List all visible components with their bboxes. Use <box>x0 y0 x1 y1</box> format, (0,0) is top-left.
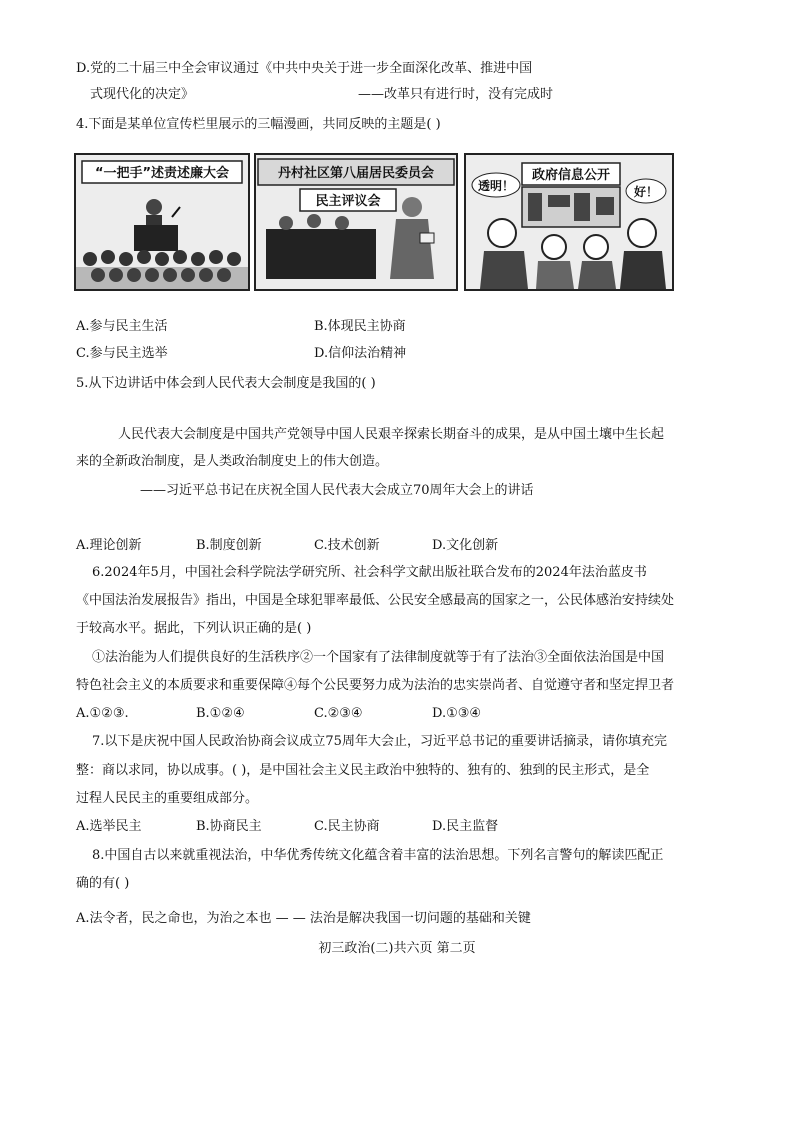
q4-option-b[interactable]: B.体现民主协商 <box>314 319 406 334</box>
q6-line3: 于较高水平。据此，下列认识正确的是( ) <box>76 621 312 636</box>
q5-quote-line2: 来的全新政治制度，是人类政治制度史上的伟大创造。 <box>76 454 389 469</box>
comic-resident-committee <box>254 153 458 291</box>
q7-option-b[interactable]: B.协商民主 <box>196 819 262 834</box>
comic-3-banner: 政府信息公开 <box>531 168 611 183</box>
comic-2-sign: 民主评议会 <box>315 194 381 209</box>
comic-3-right-speech: 好！ <box>633 185 659 199</box>
q3-option-d-line2: 式现代化的决定》 <box>90 87 195 102</box>
q6-option-d[interactable]: D.①③④ <box>432 706 482 721</box>
q6-line5: 特色社会主义的本质要求和重要保障④每个公民要努力成为法治的忠实崇尚者、自觉遵守者和坚定捍卫者 <box>76 678 675 693</box>
q3-option-d-line1: D.党的二十届三中全会审议通过《中共中央关于进一步全面深化改革、推进中国 <box>76 61 533 76</box>
q4-option-a[interactable]: A.参与民主生活 <box>76 319 168 334</box>
q5-quote-line1: 人民代表大会制度是中国共产党领导中国人民艰辛探索长期奋斗的成果，是从中国土壤中生长起 <box>118 427 665 442</box>
q6-option-c[interactable]: C.②③④ <box>314 706 363 721</box>
comic-3-drawing <box>466 155 672 289</box>
comic-accountability-meeting <box>74 153 250 291</box>
q7-option-c[interactable]: C.民主协商 <box>314 819 380 834</box>
q4-stem: 4.下面是某单位宣传栏里展示的三幅漫画，共同反映的主题是( ) <box>76 117 441 132</box>
comic-2-drawing <box>256 155 456 289</box>
q6-option-a[interactable]: A.①②③. <box>76 706 129 721</box>
q4-option-c[interactable]: C.参与民主选举 <box>76 346 168 361</box>
q6-line2: 《中国法治发展报告》指出，中国是全球犯罪率最低、公民安全感最高的国家之一，公民体感治安持续处 <box>76 593 675 608</box>
comic-1-drawing <box>76 155 248 289</box>
comic-2-banner: 丹村社区第八届居民委员会 <box>277 166 435 181</box>
q5-stem: 5.从下边讲话中体会到人民代表大会制度是我国的( ) <box>76 376 376 391</box>
q5-option-c[interactable]: C.技术创新 <box>314 538 380 553</box>
q8-line2: 确的有( ) <box>76 876 130 891</box>
q5-option-d[interactable]: D.文化创新 <box>432 538 499 553</box>
q5-option-a[interactable]: A.理论创新 <box>76 538 142 553</box>
q3-option-d-quote: ——改革只有进行时，没有完成时 <box>358 87 554 102</box>
q5-option-b[interactable]: B.制度创新 <box>196 538 262 553</box>
q7-line3: 过程人民民主的重要组成部分。 <box>76 791 259 806</box>
q7-line2: 整：商以求同，协以成事。( )，是中国社会主义民主政治中独特的、独有的、独到的民主形式，是全 <box>76 763 650 778</box>
q7-option-d[interactable]: D.民主监督 <box>432 819 499 834</box>
q6-line4: ①法治能为人们提供良好的生活秩序②一个国家有了法律制度就等于有了法治③全面依法治国是中国 <box>92 650 665 665</box>
page-footer: 初三政治(二)共六页 第二页 <box>318 941 476 956</box>
comic-government-info-disclosure <box>464 153 674 291</box>
q4-option-d[interactable]: D.信仰法治精神 <box>314 346 407 361</box>
q8-option-a[interactable]: A.法令者，民之命也，为治之本也 — — 法治是解决我国一切问题的基础和关键 <box>76 911 531 926</box>
q7-option-a[interactable]: A.选举民主 <box>76 819 142 834</box>
q6-line1: 6.2024年5月，中国社会科学院法学研究所、社会科学文献出版社联合发布的2024年法治蓝皮书 <box>92 565 647 580</box>
q5-quote-source: ——习近平总书记在庆祝全国人民代表大会成立70周年大会上的讲话 <box>140 483 534 498</box>
q6-option-b[interactable]: B.①②④ <box>196 706 245 721</box>
comic-1-banner: “一把手”述责述廉大会 <box>94 166 230 181</box>
q8-line1: 8.中国自古以来就重视法治，中华优秀传统文化蕴含着丰富的法治思想。下列名言警句的解读匹配正 <box>92 848 664 863</box>
comic-3-left-speech: 透明！ <box>477 179 515 193</box>
q7-line1: 7.以下是庆祝中国人民政治协商会议成立75周年大会止，习近平总书记的重要讲话摘录，请你填充完 <box>92 734 667 749</box>
